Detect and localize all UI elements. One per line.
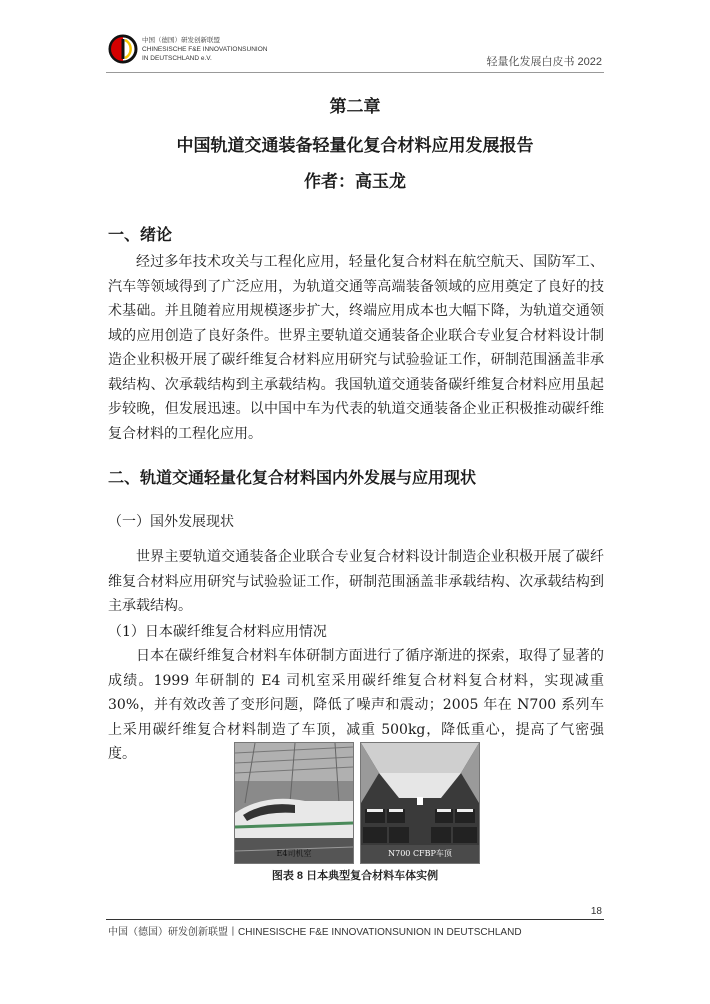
organization-name	[142, 36, 267, 63]
subsection-heading-japan: （1）日本碳纤维复合材料应用情况	[108, 624, 327, 640]
n700-roof-photo	[360, 742, 480, 864]
foreign-status-paragraph: 世界主要轨道交通装备企业联合专业复合材料设计制造企业积极开展了碳纤维复合材料应用研究与试验验证工作，研制范围涵盖非承载结构、次承载结构到主承载结构。	[108, 549, 604, 614]
chapter-heading: 第二章	[329, 97, 381, 117]
section-heading-introduction: 一、绪论	[108, 225, 173, 244]
author-line: 作者：高玉龙	[304, 172, 406, 192]
japan-paragraph: 日本在碳纤维复合材料车体研制方面进行了循序渐进的探索，取得了显著的成绩。1999 年研制的 E4 司机室采用碳纤维复合材料复合材料，实现减重 30%，并有效改善了变形问题，降低了噪声和震动；2005 年在 N700 系列车上采用碳纤维复合材料制造了车顶，减重 500kg，降低重心，提高了气密强度。	[108, 648, 604, 762]
org-name-de-line1: CHINESISCHE F&E INNOVATIONSUNION	[142, 46, 268, 53]
introduction-paragraph: 经过多年技术攻关与工程化应用，轻量化复合材料在航空航天、国防军工、汽车等领域得到了广泛应用，为轨道交通等高端装备领域的应用奠定了良好的技术基础。并且随着应用规模逐步扩大，终端应用成本也大幅下降，为轨道交通领域的应用创造了良好条件。世界主要轨道交通装备企业联合专业复合材料设计制造企业积极开展了碳纤维复合材料应用研究与试验验证工作，研制范围涵盖非承载结构、次承载结构到主承载结构。我国轨道交通装备碳纤维复合材料应用虽起步较晚，但发展迅速。以中国中车为代表的轨道交通装备企业正积极推动碳纤维复合材料的工程化应用。	[108, 254, 604, 442]
e4-cab-photo	[234, 742, 354, 864]
e4-train-image	[235, 743, 353, 863]
header-divider	[106, 72, 604, 73]
n700-interior-image	[361, 743, 479, 863]
document-title-header: 轻量化发展白皮书 2022	[486, 56, 602, 68]
org-name-de-line2: IN DEUTSCHLAND e.V.	[142, 55, 212, 62]
page-header	[0, 0, 710, 78]
footer-divider	[106, 919, 604, 920]
report-title: 中国轨道交通装备轻量化复合材料应用发展报告	[176, 136, 534, 156]
page-number: 18	[590, 906, 602, 917]
subsection-heading-foreign: （一）国外发展现状	[108, 514, 234, 530]
n700-photo-label: N700 CFBP车顶	[388, 849, 452, 858]
e4-photo-label: E4司机室	[276, 849, 312, 858]
org-name-cn: 中国（德国）研发创新联盟	[142, 37, 220, 44]
alliance-logo-icon	[108, 34, 138, 64]
footer-organization: 中国（德国）研发创新联盟丨CHINESISCHE F&E INNOVATIONSUNION IN DEUTSCHLAND	[108, 927, 522, 938]
figure-caption: 图表 8 日本典型复合材料车体实例	[271, 870, 439, 882]
section-heading-development-status: 二、轨道交通轻量化复合材料国内外发展与应用现状	[108, 468, 477, 487]
